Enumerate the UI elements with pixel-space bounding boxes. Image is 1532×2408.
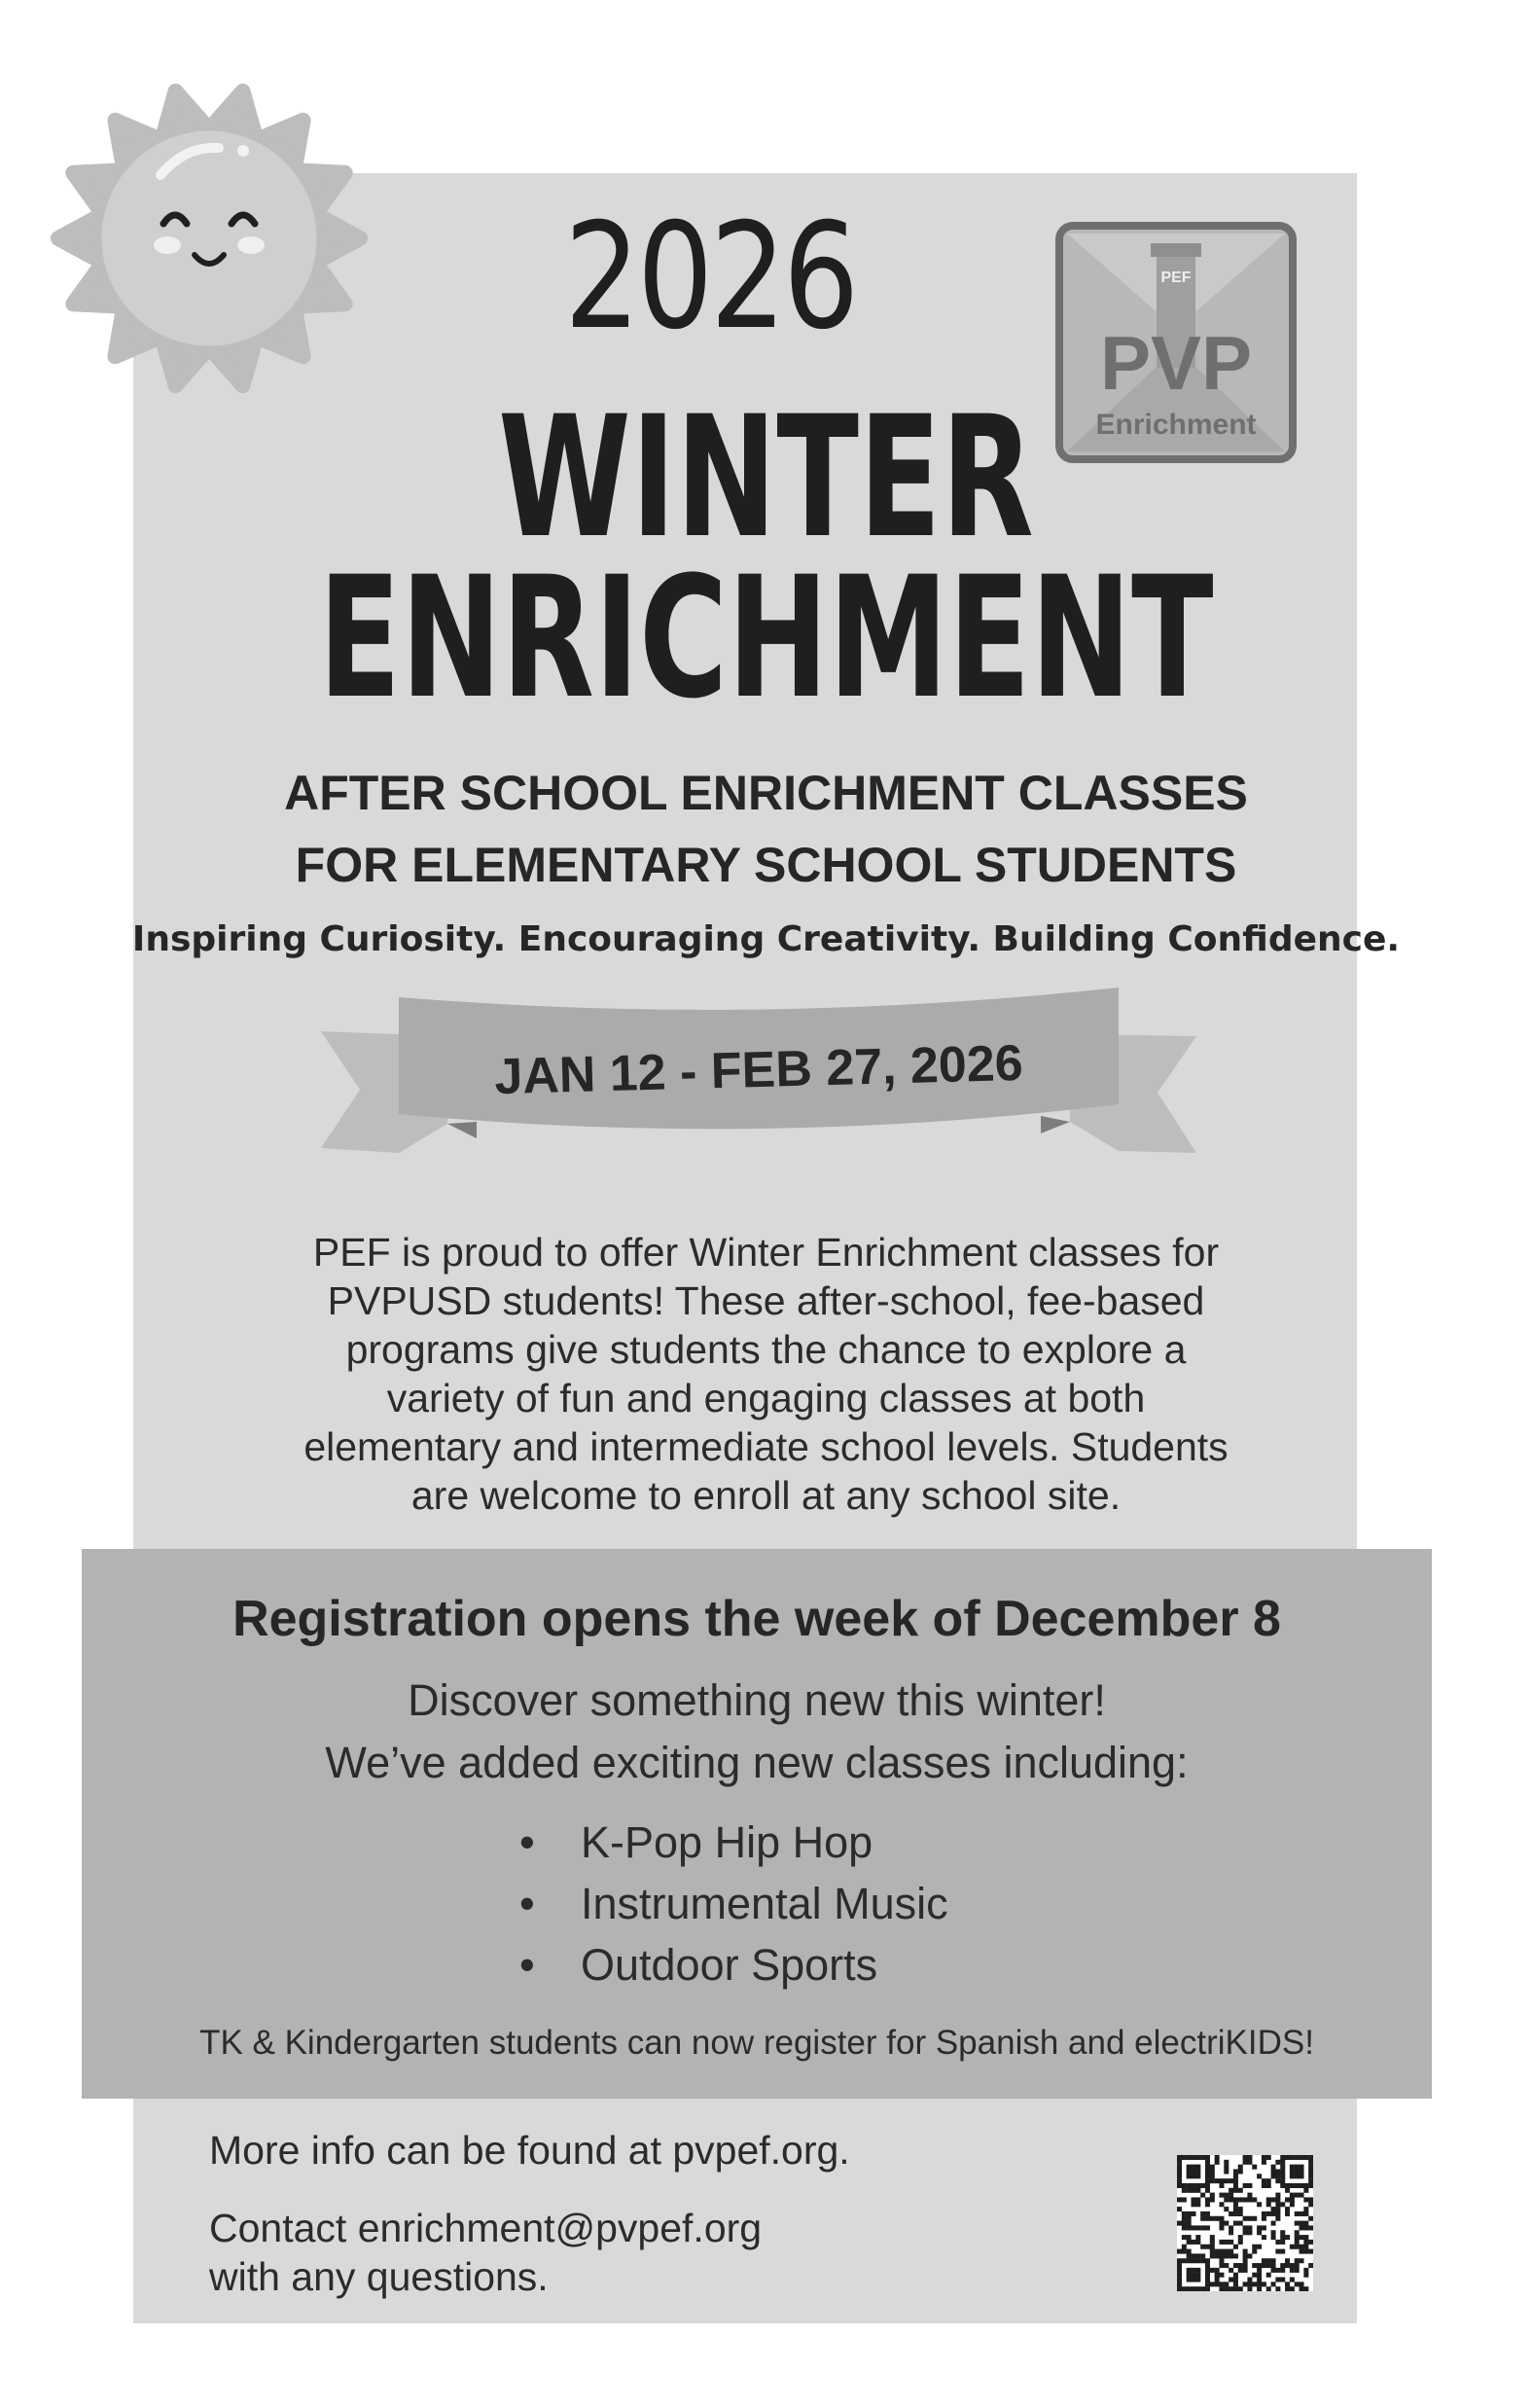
- svg-text:PEF: PEF: [1160, 270, 1192, 286]
- registration-line2: We’ve added exciting new classes including:: [325, 1738, 1189, 1787]
- svg-text:Enrichment: Enrichment: [1095, 409, 1257, 441]
- qr-code-icon: [1177, 2155, 1313, 2291]
- intro-line: are welcome to enroll at any school site.: [410, 1473, 1122, 1518]
- date-range: JAN 12 - FEB 27, 2026: [493, 1034, 1024, 1106]
- list-item: [510, 1812, 948, 1873]
- contact-line1: Contact enrichment@pvpef.org: [209, 2206, 763, 2250]
- tk-kindergarten-note: TK & Kindergarten students can now register for Spanish and electriKIDS!: [199, 2024, 1314, 2062]
- flyer-title-enrichment: ENRICHMENT: [318, 540, 1214, 736]
- list-item: [510, 1934, 948, 1995]
- new-classes-list: [510, 1812, 948, 1995]
- bullet-icon: •: [519, 1879, 535, 1928]
- contact-line2: with any questions.: [209, 2254, 549, 2299]
- subhead-line1: AFTER SCHOOL ENRICHMENT CLASSES: [284, 766, 1248, 820]
- registration-line1: Discover something new this winter!: [408, 1675, 1106, 1725]
- registration-box: [82, 1549, 1432, 2099]
- bullet-icon: •: [519, 1940, 535, 1990]
- class-name: Outdoor Sports: [581, 1940, 878, 1990]
- svg-text:PVP: PVP: [1099, 320, 1253, 406]
- subhead-line2: FOR ELEMENTARY SCHOOL STUDENTS: [295, 838, 1237, 892]
- intro-line: PEF is proud to offer Winter Enrichment classes for: [312, 1230, 1220, 1275]
- bullet-icon: •: [519, 1817, 535, 1867]
- registration-title: Registration opens the week of December 8: [232, 1591, 1281, 1647]
- intro-line: programs give students the chance to explore a: [345, 1327, 1187, 1372]
- intro-line: variety of fun and engaging classes at both: [386, 1376, 1146, 1420]
- intro-line: PVPUSD students! These after-school, fee-based: [327, 1278, 1205, 1323]
- more-info-text: More info can be found at pvpef.org.: [209, 2128, 850, 2173]
- intro-paragraph: [195, 1228, 1337, 1520]
- smiling-sun-icon: [49, 78, 370, 399]
- contact-text: [209, 2204, 762, 2301]
- flyer-year: 2026: [564, 193, 856, 362]
- intro-line: elementary and intermediate school levels. Students: [303, 1424, 1229, 1469]
- flyer-title-winter: WINTER: [498, 379, 1034, 575]
- class-name: Instrumental Music: [581, 1879, 948, 1928]
- tagline: Inspiring Curiosity. Encouraging Creativity. Building Confidence.: [131, 919, 1401, 959]
- list-item: [510, 1873, 948, 1934]
- class-name: K-Pop Hip Hop: [581, 1817, 873, 1867]
